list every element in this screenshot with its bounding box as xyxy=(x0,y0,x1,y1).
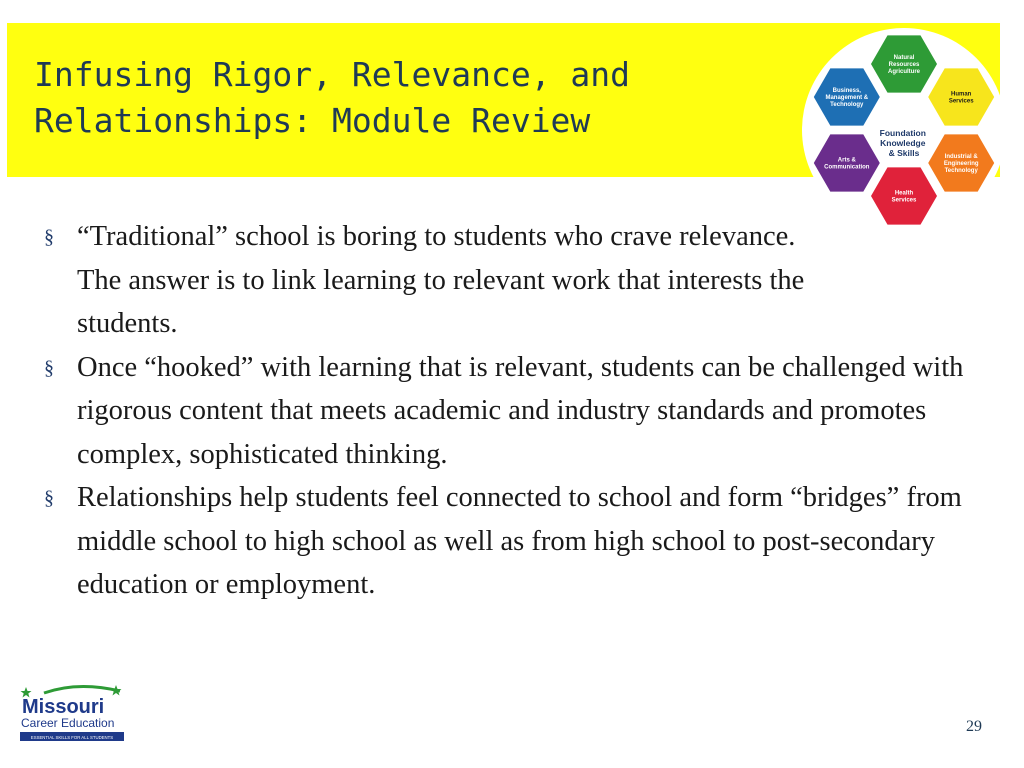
career-clusters-wheel xyxy=(800,26,1008,234)
bullet-item xyxy=(44,215,984,346)
bullet-marker: § xyxy=(44,226,54,248)
logo-tagline: ESSENTIAL SKILLS FOR ALL STUDENTS xyxy=(30,735,114,740)
bullet-text-1: “Traditional” school is boring to students who crave relevance. The answer is to link learning to relevant work that interests the students. xyxy=(77,221,805,339)
title-line-2: Relationships: Module Review xyxy=(34,101,591,140)
bullet-marker: § xyxy=(44,487,54,509)
hex-industrial-engineering-label: Industrial & Engineering Technology xyxy=(943,154,979,174)
bullet-text-2: Once “hooked” with learning that is relevant, students can be challenged with rigorous content that meets academic and industry standards and promotes complex, sophisticated thinking. xyxy=(77,351,964,470)
bullet-item xyxy=(44,476,984,607)
bullet-marker: § xyxy=(44,356,54,379)
logo-swoosh xyxy=(44,686,120,693)
hex-arts-communication-label: Arts & Communication xyxy=(824,157,870,171)
slide-title xyxy=(34,52,734,144)
title-line-1: Infusing Rigor, Relevance, and xyxy=(34,55,631,94)
bullet-list xyxy=(44,215,984,607)
hex-human-services-label: Human Services xyxy=(948,91,974,105)
hex-health-services-label: Health Services xyxy=(891,190,917,204)
hex-business-management-label: Business, Management & Technology xyxy=(825,88,869,108)
hex-natural-resources-label: Natural Resources Agriculture xyxy=(887,55,921,75)
logo-career-education: Career Education xyxy=(21,716,115,730)
bullet-text-3: Relationships help students feel connected to school and form “bridges” from middle school to high school as well as from high school to post-secondary education or employment. xyxy=(77,482,962,600)
logo-star-icon xyxy=(111,685,122,696)
wheel-center-line-1: Foundation xyxy=(879,128,926,138)
wheel-center-line-2: Knowledge xyxy=(880,138,926,148)
wheel-center-line-3: & Skills xyxy=(888,148,920,158)
bullet-item xyxy=(44,346,984,477)
page-number: 29 xyxy=(966,718,982,735)
logo-missouri: Missouri xyxy=(22,696,105,718)
missouri-career-education-logo xyxy=(18,683,130,745)
